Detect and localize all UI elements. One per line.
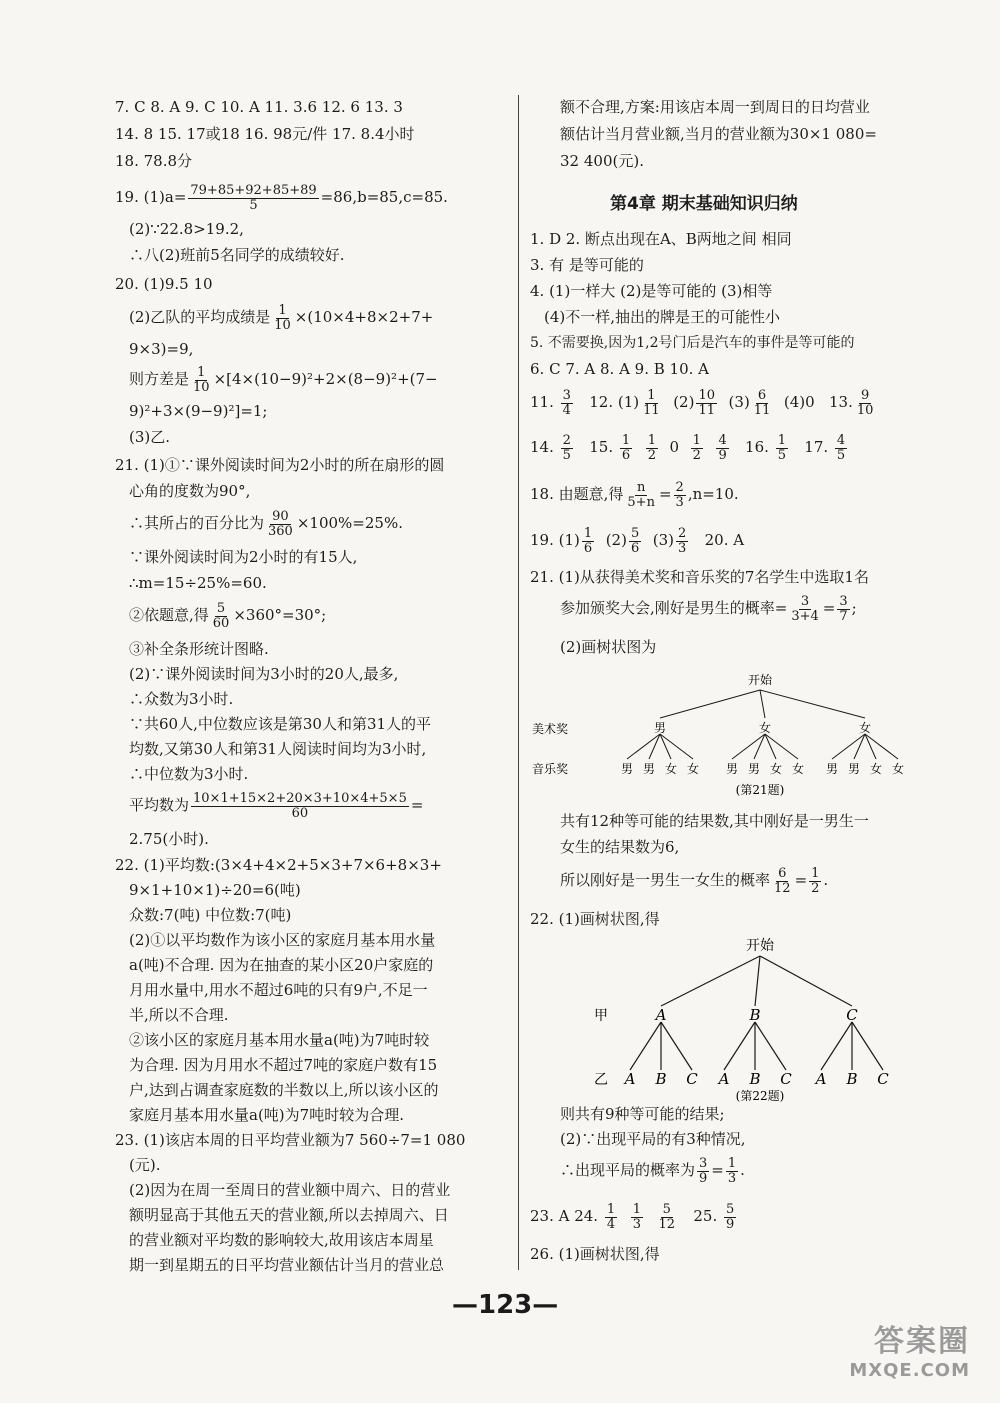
tree-node-level2: A: [718, 1070, 730, 1088]
tree-node-level2: 女: [891, 762, 905, 776]
page-number: —123—: [452, 1290, 559, 1320]
figure-caption: (第22题): [735, 1089, 785, 1103]
fraction: $\frac{1}{10}$: [274, 302, 291, 333]
answer-line: 7. C 8. A 9. C 10. A 11. 3.6 12. 6 13. 3: [115, 98, 403, 116]
fraction: $\frac{n}{5+n}$: [627, 479, 655, 510]
tree-node-level1: 女: [858, 721, 872, 735]
tree-diagram-21: [530, 670, 905, 800]
fraction: $\frac{5}{6}$: [630, 525, 640, 556]
answer-line: 均数,又第30人和第31人阅读时间均为3小时,: [129, 740, 427, 758]
answer-line: (2)①以平均数作为该小区的家庭月基本用水量: [129, 931, 436, 949]
answer-21-angle: ②依题意,得 $\frac{5}{60}$ ×360°=30°;: [129, 600, 327, 631]
tree-row-label: 甲: [594, 1008, 608, 1024]
answer-line: (元).: [129, 1156, 161, 1174]
answer-18: 18. 由题意,得 $\frac{n}{5+n}$ = $\frac{2}{3}$ ,n=10.: [530, 479, 739, 510]
fraction: $\frac{1}{3}$: [632, 1201, 641, 1232]
tree-node-level2: B: [749, 1070, 761, 1088]
answer-line: ∴众数为3小时.: [129, 690, 234, 708]
tree-edge: [755, 956, 760, 1006]
answer-22-prob: ∴出现平局的概率为 $\frac{3}{9}$ = $\frac{1}{3}$ .: [560, 1155, 745, 1186]
tree-edge: [660, 734, 693, 759]
answer-line: (2)∵出现平局的有3种情况,: [560, 1130, 746, 1148]
answer-21-final: 所以刚好是一男生一女生的概率 $\frac{6}{12}$ = $\frac{1}{2}$ .: [560, 865, 829, 896]
tree-edge: [821, 1022, 852, 1070]
tree-node-level1: 男: [653, 721, 667, 735]
tree-node-level2: 女: [869, 762, 883, 776]
answer-line: 女生的结果数为6,: [560, 838, 680, 856]
answer-line: 则共有9种等可能的结果;: [560, 1105, 725, 1123]
answer-line: 22. (1)画树状图,得: [530, 910, 660, 928]
answer-14-17: 14. $\frac{2}{5}$ 15. $\frac{1}{6}$ $\frac{1}{2}$ 0 $\frac{1}{2}$ $\frac{4}{9}$ 16. $\frac{1}{5}$ 17. $\frac{4}{5}$: [530, 432, 846, 463]
watermark-title: 答案圈: [874, 1324, 970, 1359]
tree-edge: [865, 734, 898, 759]
tree-edge: [732, 734, 765, 759]
answer-line: 心角的度数为90°,: [129, 482, 251, 500]
tree-row-label: 美术奖: [532, 722, 569, 736]
fraction: $\frac{5}{60}$: [212, 600, 230, 631]
answer-line: 4. (1)一样大 (2)是等可能的 (3)相等: [530, 282, 773, 300]
tree-edge: [755, 1022, 786, 1070]
watermark-logo: [849, 1316, 970, 1381]
answer-line: 32 400(元).: [560, 152, 644, 170]
fraction: $\frac{1}{6}$: [621, 432, 631, 463]
fraction: $\frac{1}{6}$: [583, 525, 593, 556]
tree-node-level2: 男: [747, 762, 761, 776]
tree-diagram-22: [530, 932, 900, 1102]
tree-node-level2: 男: [620, 762, 634, 776]
fraction: $\frac{4}{9}$: [718, 432, 727, 463]
answer-line: 3. 有 是等可能的: [530, 256, 644, 274]
tree-edge: [627, 734, 660, 759]
tree-edge: [852, 1022, 883, 1070]
answer-line: 月用水量中,用水不超过6吨的只有9户,不足一: [129, 981, 428, 999]
fraction: $\frac{5}{9}$: [726, 1201, 735, 1232]
answer-line: ②该小区的家庭月基本用水量a(吨)为7吨时较: [129, 1031, 430, 1049]
answer-line: 5. 不需要换,因为1,2号门后是汽车的事件是等可能的: [530, 335, 855, 351]
answer-line: 额不合理,方案:用该店本周一到周日的日均营业: [560, 98, 870, 116]
tree-edge: [630, 1022, 661, 1070]
answer-line: 18. 78.8分: [115, 152, 193, 170]
tree-node-level2: C: [780, 1070, 792, 1088]
fraction: $\frac{1}{11}$: [643, 387, 660, 418]
answer-line: 额明显高于其他五天的营业额,所以去掉周六、日: [129, 1206, 449, 1224]
tree-edge: [660, 690, 760, 718]
answer-21-pct: ∴其所占的百分比为 $\frac{90}{360}$ ×100%=25%.: [129, 508, 403, 539]
tree-node-level1: C: [846, 1006, 858, 1024]
tree-node-level2: B: [846, 1070, 858, 1088]
answer-line: 9)²+3×(9−9)²]=1;: [129, 402, 268, 420]
tree-node-level2: 女: [686, 762, 700, 776]
answer-line: 众数:7(吨) 中位数:7(吨): [129, 906, 292, 924]
answer-line: (2)∵课外阅读时间为3小时的20人,最多,: [129, 665, 399, 683]
answer-line: 额估计当月营业额,当月的营业额为30×1 080=: [560, 125, 877, 143]
answer-11-13: 11. $\frac{3}{4}$ 12. (1) $\frac{1}{11}$ (2) $\frac{10}{11}$ (3) $\frac{6}{11}$ (4)0 13. $\frac{9}{10}$: [530, 387, 874, 418]
answer-line: 共有12种等可能的结果数,其中刚好是一男生一: [560, 812, 869, 830]
answer-19-1: 19. (1)a= $\frac{79+85+92+85+89}{5}$ =86,b=85,c=85.: [115, 182, 448, 213]
fraction: $\frac{1}{2}$: [811, 865, 820, 896]
fraction: $\frac{4}{5}$: [836, 432, 846, 463]
answer-line: ∴中位数为3小时.: [129, 765, 249, 783]
tree-node-level2: 男: [847, 762, 861, 776]
answer-line: (2)∵22.8>19.2,: [129, 220, 244, 238]
tree-row-label: 乙: [594, 1072, 608, 1088]
answer-line: 21. (1)①∵课外阅读时间为2小时的所在扇形的圆: [115, 456, 445, 474]
tree-edge: [832, 734, 865, 759]
tree-node-level2: B: [655, 1070, 667, 1088]
fraction: $\frac{3}{9}$: [699, 1155, 708, 1186]
answer-line: 2.75(小时).: [129, 830, 209, 848]
tree-edge: [661, 956, 760, 1006]
tree-node-level1: A: [655, 1006, 667, 1024]
answer-line: ∵共60人,中位数应该是第30人和第31人的平: [129, 715, 432, 733]
fraction: $\frac{6}{12}$: [774, 865, 791, 896]
tree-node-level2: 男: [725, 762, 739, 776]
answer-23-25: 23. A 24. $\frac{1}{4}$ $\frac{1}{3}$ $\frac{5}{12}$ 25. $\frac{5}{9}$: [530, 1201, 735, 1232]
fraction: $\frac{6}{11}$: [753, 387, 771, 418]
answer-line: (2)因为在周一至周日的营业额中周六、日的营业: [129, 1181, 451, 1199]
fraction: $\frac{1}{10}$: [193, 364, 210, 395]
tree-node-level2: 女: [791, 762, 805, 776]
chapter-heading: 第4章 期末基础知识归纳: [610, 194, 798, 214]
answer-line: ∴八(2)班前5名同学的成绩较好.: [129, 246, 345, 264]
tree-node-level2: C: [686, 1070, 698, 1088]
tree-node-level2: C: [877, 1070, 889, 1088]
column-divider: [518, 95, 519, 1270]
fraction: $\frac{2}{5}$: [562, 432, 571, 463]
fraction: $\frac{2}{3}$: [678, 525, 687, 556]
tree-root: 开始: [747, 673, 773, 687]
fraction: $\frac{9}{10}$: [856, 387, 874, 418]
answer-20-var: 则方差是 $\frac{1}{10}$ ×[4×(10−9)²+2×(8−9)²+(7−: [129, 364, 438, 395]
tree-edge: [724, 1022, 755, 1070]
answer-line: 的营业额对平均数的影响较大,故用该店本周星: [129, 1231, 434, 1249]
fraction: $\frac{10\times 1+15\times 2+20\times 3+10\times 4+5\times 5}{60}$: [193, 790, 407, 821]
answer-line: 户,达到占调查家庭数的半数以上,所以该小区的: [129, 1081, 439, 1099]
tree-node-level1: 女: [758, 721, 772, 735]
fraction: $\frac{2}{3}$: [675, 479, 684, 510]
answer-line: ③补全条形统计图略.: [129, 640, 269, 658]
answer-line: 23. (1)该店本周的日平均营业额为7 560÷7=1 080: [115, 1131, 466, 1149]
fraction: $\frac{3}{3+4}$: [791, 593, 819, 624]
fraction: $\frac{79+85+92+85+89}{5}$: [190, 182, 317, 213]
answer-line: 21. (1)从获得美术奖和音乐奖的7名学生中选取1名: [530, 568, 869, 586]
fraction: $\frac{5}{12}$: [658, 1201, 676, 1232]
tree-node-level2: 女: [769, 762, 783, 776]
tree-edge: [760, 956, 852, 1006]
tree-root: 开始: [746, 938, 774, 954]
tree-edge: [765, 734, 798, 759]
answer-line: 9×3)=9,: [129, 340, 194, 358]
answer-21-prob: 参加颁奖大会,刚好是男生的概率= $\frac{3}{3+4}$ = $\frac{3}{7}$ ;: [560, 593, 857, 624]
fraction: $\frac{10}{11}$: [698, 387, 715, 418]
tree-edge: [760, 690, 765, 718]
answer-line: (4)不一样,抽出的牌是王的可能性小: [544, 308, 781, 326]
fraction: $\frac{1}{3}$: [727, 1155, 737, 1186]
answer-line: ∵课外阅读时间为2小时的有15人,: [129, 548, 358, 566]
tree-node-level1: B: [749, 1006, 761, 1024]
fraction: $\frac{1}{5}$: [777, 432, 786, 463]
answer-line: 半,所以不合理.: [129, 1006, 229, 1024]
tree-edge: [661, 1022, 692, 1070]
tree-node-level2: 女: [664, 762, 678, 776]
watermark-url: MXQE.COM: [849, 1360, 970, 1381]
tree-row-label: 音乐奖: [532, 762, 569, 776]
answer-line: 22. (1)平均数:(3×4+4×2+5×3+7×6+8×3+: [115, 856, 442, 874]
tree-edge: [760, 690, 865, 718]
answer-20-2: (2)乙队的平均成绩是 $\frac{1}{10}$ ×(10×4+8×2+7+: [129, 302, 434, 333]
answer-line: ∴m=15÷25%=60.: [129, 574, 267, 592]
answer-line: (2)画树状图为: [560, 638, 657, 656]
answer-line: a(吨)不合理. 因为在抽查的某小区20户家庭的: [129, 956, 434, 974]
answer-line: 6. C 7. A 8. A 9. B 10. A: [530, 360, 710, 378]
tree-node-level2: A: [624, 1070, 636, 1088]
answer-line: 期一到星期五的日平均营业额估计当月的营业总: [129, 1256, 445, 1274]
fraction: $\frac{1}{4}$: [606, 1201, 616, 1232]
answer-line: 20. (1)9.5 10: [115, 275, 213, 293]
answer-line: 26. (1)画树状图,得: [530, 1245, 660, 1263]
answer-line: 14. 8 15. 17或18 16. 98元/件 17. 8.4小时: [115, 125, 415, 143]
fraction: $\frac{1}{2}$: [647, 432, 656, 463]
figure-caption: (第21题): [735, 783, 785, 797]
answer-21-mean: 平均数为 $\frac{10\times 1+15\times 2+20\times 3+10\times 4+5\times 5}{60}$ =: [129, 790, 424, 821]
fraction: $\frac{90}{360}$: [268, 508, 293, 539]
fraction: $\frac{3}{4}$: [562, 387, 571, 418]
answer-line: 1. D 2. 断点出现在A、B两地之间 相同: [530, 230, 792, 248]
fraction: $\frac{1}{2}$: [692, 432, 701, 463]
tree-node-level2: 男: [825, 762, 839, 776]
tree-node-level2: A: [815, 1070, 827, 1088]
tree-node-level2: 男: [642, 762, 656, 776]
answer-19-20: 19. (1) $\frac{1}{6}$ (2) $\frac{5}{6}$ (3) $\frac{2}{3}$ 20. A: [530, 525, 745, 556]
answer-line: (3)乙.: [129, 428, 171, 446]
answer-line: 为合理. 因为月用水不超过7吨的家庭户数有15: [129, 1056, 438, 1074]
fraction: $\frac{3}{7}$: [839, 593, 848, 624]
answer-line: 家庭月基本用水量a(吨)为7吨时较为合理.: [129, 1106, 404, 1124]
answer-line: 9×1+10×1)÷20=6(吨): [129, 881, 301, 899]
